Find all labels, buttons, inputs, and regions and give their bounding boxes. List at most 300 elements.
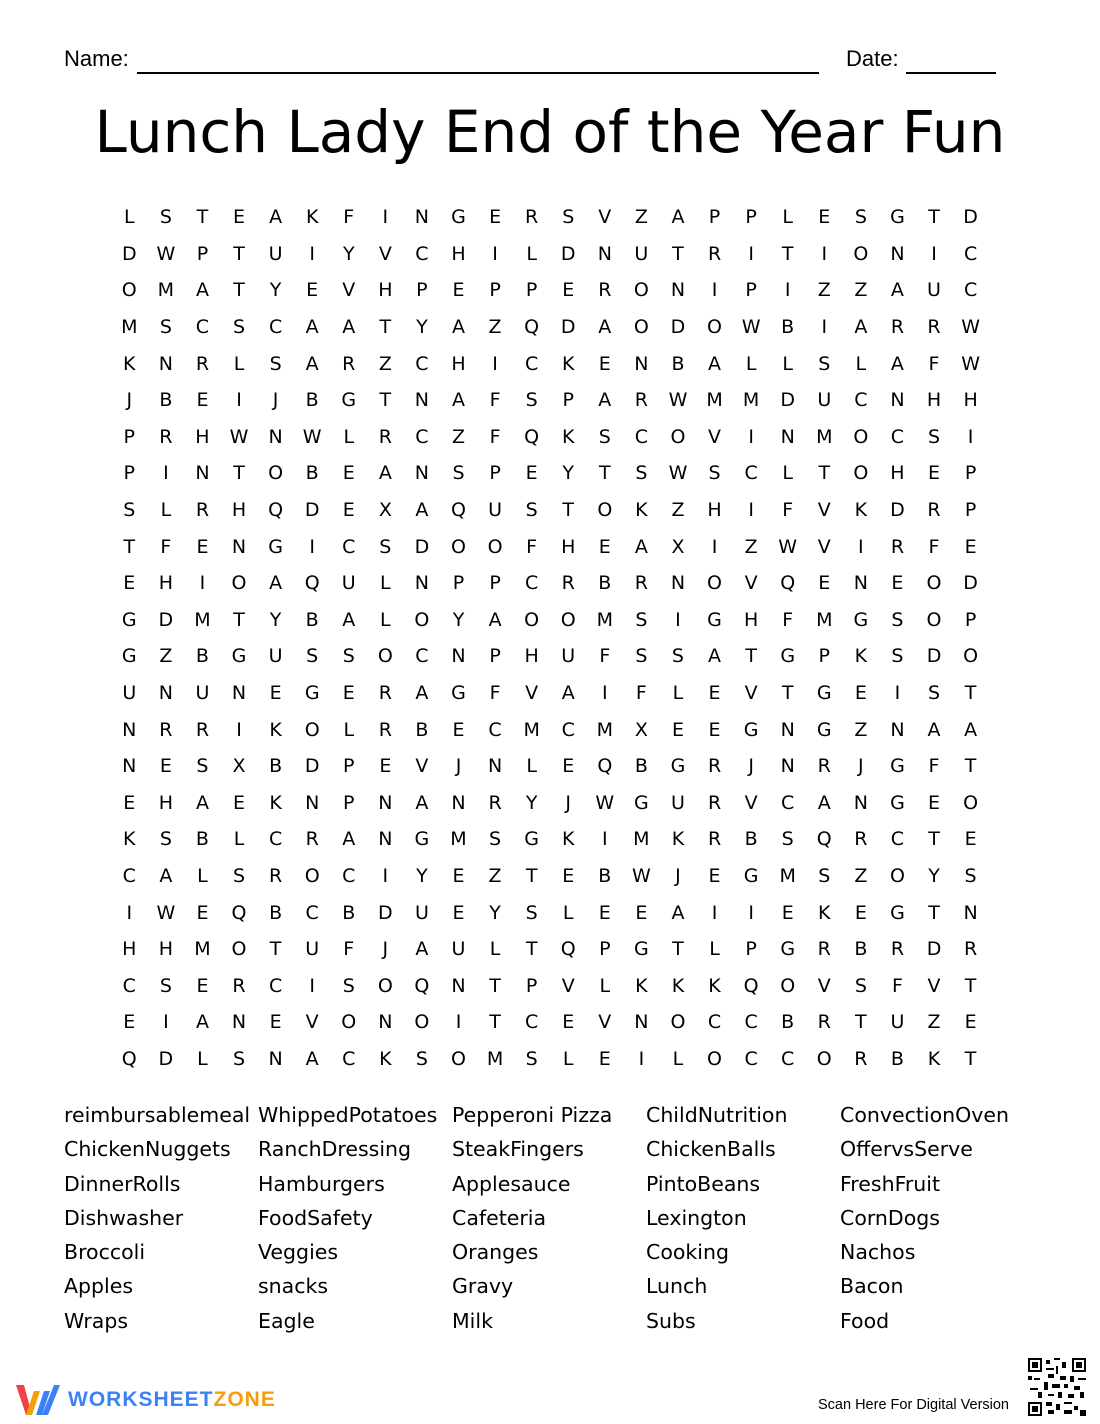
grid-letter[interactable]: K xyxy=(635,974,648,997)
grid-letter[interactable]: K xyxy=(561,352,575,375)
grid-letter[interactable]: Y xyxy=(452,608,465,631)
grid-letter[interactable]: R xyxy=(525,206,539,229)
grid-letter[interactable]: R xyxy=(927,499,941,522)
grid-letter[interactable]: I xyxy=(236,718,242,741)
grid-letter[interactable]: J xyxy=(858,755,864,778)
date-blank-line[interactable] xyxy=(906,72,996,74)
grid-letter[interactable]: A xyxy=(854,316,868,339)
grid-letter[interactable]: R xyxy=(561,572,575,595)
grid-letter[interactable]: K xyxy=(123,828,136,851)
grid-letter[interactable]: I xyxy=(455,1011,462,1034)
grid-letter[interactable]: N xyxy=(487,755,503,778)
grid-letter[interactable]: O xyxy=(451,1047,466,1070)
grid-letter[interactable]: C xyxy=(890,425,905,448)
grid-letter[interactable]: H xyxy=(890,462,905,485)
grid-letter[interactable]: N xyxy=(890,718,905,741)
grid-letter[interactable]: M xyxy=(194,938,211,961)
grid-letter[interactable]: B xyxy=(159,389,173,412)
grid-letter[interactable]: K xyxy=(123,352,136,375)
grid-letter[interactable]: C xyxy=(854,389,868,412)
grid-letter[interactable]: G xyxy=(451,206,466,229)
grid-letter[interactable]: V xyxy=(817,535,831,558)
grid-letter[interactable]: F xyxy=(891,974,903,997)
grid-letter[interactable]: A xyxy=(708,645,722,668)
grid-letter[interactable]: U xyxy=(195,682,210,705)
grid-letter[interactable]: V xyxy=(598,206,612,229)
grid-letter[interactable]: G xyxy=(121,645,137,668)
grid-letter[interactable]: Q xyxy=(780,572,796,595)
grid-letter[interactable]: E xyxy=(379,755,392,778)
grid-letter[interactable]: Q xyxy=(524,425,540,448)
grid-letter[interactable]: O xyxy=(414,1011,430,1034)
grid-letter[interactable]: A xyxy=(415,682,429,705)
grid-letter[interactable]: M xyxy=(523,718,540,741)
grid-letter[interactable]: B xyxy=(269,901,283,924)
grid-letter[interactable]: H xyxy=(451,242,466,265)
grid-letter[interactable]: G xyxy=(816,682,832,705)
grid-letter[interactable]: M xyxy=(596,718,613,741)
grid-letter[interactable]: N xyxy=(780,755,795,778)
grid-letter[interactable]: O xyxy=(268,462,284,485)
grid-letter[interactable]: T xyxy=(781,682,794,705)
grid-letter[interactable]: G xyxy=(304,682,320,705)
grid-letter[interactable]: O xyxy=(231,572,247,595)
grid-letter[interactable]: W xyxy=(156,901,176,924)
grid-letter[interactable]: N xyxy=(268,1047,283,1070)
grid-letter[interactable]: G xyxy=(890,901,905,924)
grid-letter[interactable]: W xyxy=(302,425,322,448)
grid-letter[interactable]: P xyxy=(196,242,209,265)
grid-letter[interactable]: Z xyxy=(854,718,868,741)
grid-letter[interactable]: P xyxy=(123,425,136,448)
grid-letter[interactable]: G xyxy=(890,206,905,229)
grid-letter[interactable]: F xyxy=(928,755,940,778)
grid-letter[interactable]: E xyxy=(562,755,575,778)
grid-letter[interactable]: O xyxy=(560,608,576,631)
grid-letter[interactable]: E xyxy=(964,535,977,558)
grid-letter[interactable]: E xyxy=(671,718,684,741)
grid-letter[interactable]: N xyxy=(158,682,173,705)
grid-letter[interactable]: K xyxy=(818,901,831,924)
grid-letter[interactable]: L xyxy=(343,718,355,741)
grid-letter[interactable]: E xyxy=(452,279,465,302)
grid-letter[interactable]: J xyxy=(382,938,389,961)
grid-letter[interactable]: S xyxy=(232,864,246,887)
grid-letter[interactable]: A xyxy=(671,901,685,924)
grid-letter[interactable]: T xyxy=(855,1011,867,1034)
grid-letter[interactable]: E xyxy=(708,864,721,887)
grid-letter[interactable]: L xyxy=(526,242,537,265)
grid-letter[interactable]: Q xyxy=(816,828,832,851)
grid-letter[interactable]: I xyxy=(382,206,389,229)
grid-letter[interactable]: S xyxy=(379,535,392,558)
grid-letter[interactable]: N xyxy=(231,535,247,558)
grid-letter[interactable]: G xyxy=(816,718,832,741)
grid-letter[interactable]: Z xyxy=(451,425,465,448)
grid-letter[interactable]: D xyxy=(926,645,942,668)
grid-letter[interactable]: O xyxy=(377,974,393,997)
grid-letter[interactable]: S xyxy=(269,352,282,375)
grid-letter[interactable]: S xyxy=(671,645,684,668)
grid-letter[interactable]: C xyxy=(744,1011,758,1034)
grid-letter[interactable]: R xyxy=(195,718,210,741)
grid-letter[interactable]: V xyxy=(342,279,356,302)
grid-letter[interactable]: M xyxy=(633,828,650,851)
grid-letter[interactable]: H xyxy=(231,499,247,522)
grid-letter[interactable]: H xyxy=(524,645,539,668)
grid-letter[interactable]: C xyxy=(781,1047,795,1070)
grid-letter[interactable]: P xyxy=(745,206,757,229)
grid-letter[interactable]: C xyxy=(415,242,429,265)
grid-letter[interactable]: C xyxy=(342,864,356,887)
grid-letter[interactable]: J xyxy=(455,755,462,778)
grid-letter[interactable]: Y xyxy=(269,608,282,631)
grid-letter[interactable]: A xyxy=(634,535,648,558)
grid-letter[interactable]: S xyxy=(232,1047,246,1070)
grid-letter[interactable]: X xyxy=(671,535,685,558)
grid-letter[interactable]: T xyxy=(269,938,282,961)
grid-letter[interactable]: V xyxy=(744,791,758,814)
grid-letter[interactable]: C xyxy=(305,901,319,924)
grid-letter[interactable]: G xyxy=(670,755,686,778)
grid-letter[interactable]: Y xyxy=(416,864,428,887)
grid-letter[interactable]: P xyxy=(964,462,977,485)
grid-letter[interactable]: Y xyxy=(928,864,940,887)
grid-letter[interactable]: R xyxy=(817,755,831,778)
grid-letter[interactable]: F xyxy=(599,645,611,668)
grid-letter[interactable]: D xyxy=(304,755,320,778)
grid-letter[interactable]: G xyxy=(268,535,283,558)
grid-letter[interactable]: I xyxy=(602,682,608,705)
grid-letter[interactable]: R xyxy=(890,316,905,339)
grid-letter[interactable]: A xyxy=(342,608,356,631)
grid-letter[interactable]: M xyxy=(779,864,796,887)
grid-letter[interactable]: I xyxy=(309,974,315,997)
grid-letter[interactable]: B xyxy=(781,1011,795,1034)
grid-letter[interactable]: L xyxy=(745,352,757,375)
grid-letter[interactable]: T xyxy=(599,462,611,485)
grid-letter[interactable]: O xyxy=(670,425,686,448)
grid-letter[interactable]: O xyxy=(853,425,869,448)
grid-letter[interactable]: B xyxy=(890,1047,904,1070)
grid-letter[interactable]: O xyxy=(853,462,869,485)
grid-letter[interactable]: U xyxy=(488,499,503,522)
grid-letter[interactable]: S xyxy=(232,316,246,339)
grid-letter[interactable]: U xyxy=(122,682,137,705)
grid-letter[interactable]: Y xyxy=(525,791,538,814)
grid-letter[interactable]: C xyxy=(268,316,283,339)
grid-letter[interactable]: Q xyxy=(451,499,466,522)
grid-letter[interactable]: C xyxy=(963,279,978,302)
grid-letter[interactable]: C xyxy=(525,1011,539,1034)
grid-letter[interactable]: O xyxy=(633,316,649,339)
grid-letter[interactable]: A xyxy=(305,316,319,339)
grid-letter[interactable]: P xyxy=(343,791,355,814)
grid-letter[interactable]: R xyxy=(707,755,722,778)
grid-letter[interactable]: S xyxy=(891,645,904,668)
grid-letter[interactable]: N xyxy=(670,279,686,302)
grid-letter[interactable]: X xyxy=(378,499,392,522)
grid-letter[interactable]: O xyxy=(304,864,320,887)
grid-letter[interactable]: E xyxy=(928,791,941,814)
grid-letter[interactable]: U xyxy=(414,901,429,924)
grid-letter[interactable]: G xyxy=(634,791,649,814)
grid-letter[interactable]: C xyxy=(963,242,978,265)
grid-letter[interactable]: A xyxy=(269,206,283,229)
grid-letter[interactable]: G xyxy=(780,938,796,961)
grid-letter[interactable]: N xyxy=(634,352,649,375)
grid-letter[interactable]: F xyxy=(635,682,647,705)
grid-letter[interactable]: N xyxy=(414,462,430,485)
grid-letter[interactable]: F xyxy=(526,535,538,558)
grid-letter[interactable]: B xyxy=(305,389,319,412)
grid-letter[interactable]: O xyxy=(963,791,979,814)
grid-letter[interactable]: R xyxy=(890,938,905,961)
grid-letter[interactable]: G xyxy=(853,608,869,631)
grid-letter[interactable]: T xyxy=(928,901,940,924)
grid-letter[interactable]: A xyxy=(817,791,831,814)
grid-letter[interactable]: N xyxy=(853,572,868,595)
grid-letter[interactable]: V xyxy=(305,1011,319,1034)
grid-letter[interactable]: N xyxy=(853,791,868,814)
grid-letter[interactable]: D xyxy=(158,1047,174,1070)
grid-letter[interactable]: O xyxy=(231,938,247,961)
grid-letter[interactable]: N xyxy=(378,1011,393,1034)
grid-letter[interactable]: Q xyxy=(560,938,576,961)
grid-letter[interactable]: R xyxy=(634,389,648,412)
grid-letter[interactable]: O xyxy=(707,1047,723,1070)
grid-letter[interactable]: K xyxy=(561,828,575,851)
grid-letter[interactable]: C xyxy=(525,352,539,375)
grid-letter[interactable]: R xyxy=(232,974,246,997)
grid-letter[interactable]: A xyxy=(671,206,685,229)
grid-letter[interactable]: T xyxy=(562,499,575,522)
grid-letter[interactable]: O xyxy=(597,499,613,522)
grid-letter[interactable]: P xyxy=(964,608,977,631)
grid-letter[interactable]: R xyxy=(378,425,392,448)
grid-letter[interactable]: B xyxy=(305,462,319,485)
grid-letter[interactable]: C xyxy=(268,974,283,997)
grid-letter[interactable]: B xyxy=(598,864,612,887)
grid-letter[interactable]: E xyxy=(489,206,502,229)
grid-letter[interactable]: E xyxy=(562,864,575,887)
grid-letter[interactable]: G xyxy=(341,389,357,412)
grid-letter[interactable]: I xyxy=(748,901,754,924)
grid-letter[interactable]: V xyxy=(561,974,575,997)
grid-letter[interactable]: A xyxy=(598,389,612,412)
grid-letter[interactable]: A xyxy=(415,938,429,961)
grid-letter[interactable]: M xyxy=(450,828,467,851)
grid-letter[interactable]: S xyxy=(525,1047,538,1070)
grid-letter[interactable]: F xyxy=(343,206,355,229)
grid-letter[interactable]: I xyxy=(126,901,133,924)
grid-letter[interactable]: W xyxy=(741,316,761,339)
grid-letter[interactable]: G xyxy=(634,938,649,961)
grid-letter[interactable]: R xyxy=(598,279,612,302)
grid-letter[interactable]: H xyxy=(451,352,466,375)
grid-letter[interactable]: S xyxy=(635,645,648,668)
grid-letter[interactable]: J xyxy=(565,791,572,814)
grid-letter[interactable]: L xyxy=(672,1047,684,1070)
grid-letter[interactable]: Z xyxy=(488,316,502,339)
grid-letter[interactable]: E xyxy=(196,974,209,997)
grid-letter[interactable]: C xyxy=(744,462,758,485)
grid-letter[interactable]: D xyxy=(158,608,174,631)
grid-letter[interactable]: T xyxy=(196,206,209,229)
grid-letter[interactable]: I xyxy=(711,535,718,558)
grid-letter[interactable]: I xyxy=(492,352,498,375)
grid-letter[interactable]: E xyxy=(598,901,611,924)
grid-letter[interactable]: M xyxy=(816,608,833,631)
grid-letter[interactable]: E xyxy=(269,682,282,705)
grid-letter[interactable]: M xyxy=(486,1047,504,1070)
grid-letter[interactable]: P xyxy=(708,206,721,229)
grid-letter[interactable]: D xyxy=(890,499,905,522)
grid-letter[interactable]: I xyxy=(309,535,315,558)
grid-letter[interactable]: M xyxy=(596,608,613,631)
grid-letter[interactable]: O xyxy=(341,1011,357,1034)
grid-letter[interactable]: S xyxy=(159,206,172,229)
grid-letter[interactable]: N xyxy=(378,791,393,814)
grid-letter[interactable]: N xyxy=(963,901,978,924)
name-blank-line[interactable] xyxy=(137,72,819,74)
grid-letter[interactable]: K xyxy=(927,1047,941,1070)
grid-letter[interactable]: R xyxy=(817,1011,831,1034)
grid-letter[interactable]: I xyxy=(675,608,681,631)
grid-letter[interactable]: E xyxy=(452,718,465,741)
grid-letter[interactable]: E xyxy=(598,1047,611,1070)
grid-letter[interactable]: H xyxy=(561,535,576,558)
grid-letter[interactable]: U xyxy=(890,1011,905,1034)
grid-letter[interactable]: O xyxy=(670,1011,686,1034)
grid-letter[interactable]: A xyxy=(598,316,612,339)
grid-letter[interactable]: B xyxy=(269,755,283,778)
grid-letter[interactable]: W xyxy=(668,389,688,412)
grid-letter[interactable]: N xyxy=(890,242,905,265)
grid-letter[interactable]: F xyxy=(489,682,501,705)
grid-letter[interactable]: T xyxy=(489,974,501,997)
grid-letter[interactable]: V xyxy=(927,974,941,997)
grid-letter[interactable]: F xyxy=(928,535,940,558)
grid-letter[interactable]: E xyxy=(562,1011,575,1034)
grid-letter[interactable]: H xyxy=(195,425,210,448)
grid-letter[interactable]: A xyxy=(890,352,904,375)
grid-letter[interactable]: R xyxy=(707,828,722,851)
grid-letter[interactable]: S xyxy=(525,499,538,522)
qr-code-icon[interactable] xyxy=(1028,1358,1086,1416)
grid-letter[interactable]: D xyxy=(780,389,796,412)
grid-letter[interactable]: B xyxy=(781,316,795,339)
grid-letter[interactable]: I xyxy=(748,425,754,448)
grid-letter[interactable]: P xyxy=(745,279,757,302)
grid-letter[interactable]: N xyxy=(122,718,137,741)
grid-letter[interactable]: R xyxy=(707,791,722,814)
grid-letter[interactable]: P xyxy=(452,572,465,595)
grid-letter[interactable]: N xyxy=(195,462,210,485)
grid-letter[interactable]: T xyxy=(745,645,757,668)
grid-letter[interactable]: P xyxy=(343,755,355,778)
grid-letter[interactable]: E xyxy=(964,1011,977,1034)
grid-letter[interactable]: G xyxy=(743,864,759,887)
grid-letter[interactable]: K xyxy=(269,791,282,814)
grid-letter[interactable]: T xyxy=(928,828,940,851)
grid-letter[interactable]: T xyxy=(379,389,392,412)
grid-letter[interactable]: B xyxy=(671,352,685,375)
grid-letter[interactable]: Z xyxy=(634,206,648,229)
grid-letter[interactable]: Q xyxy=(743,974,759,997)
grid-letter[interactable]: N xyxy=(122,755,137,778)
grid-letter[interactable]: V xyxy=(817,499,831,522)
grid-letter[interactable]: T xyxy=(233,279,245,302)
grid-letter[interactable]: R xyxy=(854,1047,868,1070)
grid-letter[interactable]: S xyxy=(489,828,502,851)
grid-letter[interactable]: R xyxy=(707,242,722,265)
grid-letter[interactable]: E xyxy=(818,572,831,595)
grid-letter[interactable]: W xyxy=(668,462,688,485)
grid-letter[interactable]: I xyxy=(199,572,206,595)
grid-letter[interactable]: T xyxy=(233,242,245,265)
grid-letter[interactable]: L xyxy=(855,352,867,375)
grid-letter[interactable]: J xyxy=(748,755,754,778)
grid-letter[interactable]: S xyxy=(196,755,209,778)
grid-letter[interactable]: V xyxy=(525,682,539,705)
grid-letter[interactable]: P xyxy=(562,389,574,412)
grid-letter[interactable]: E xyxy=(964,828,977,851)
grid-letter[interactable]: A xyxy=(415,791,429,814)
grid-letter[interactable]: S xyxy=(525,389,538,412)
grid-letter[interactable]: Z xyxy=(817,279,831,302)
grid-letter[interactable]: S xyxy=(635,462,648,485)
grid-letter[interactable]: D xyxy=(560,242,576,265)
grid-letter[interactable]: R xyxy=(963,938,978,961)
grid-letter[interactable]: L xyxy=(233,352,245,375)
grid-letter[interactable]: Z xyxy=(744,535,758,558)
grid-letter[interactable]: I xyxy=(309,242,315,265)
grid-letter[interactable]: N xyxy=(414,206,430,229)
grid-letter[interactable]: M xyxy=(121,316,138,339)
grid-letter[interactable]: T xyxy=(525,938,538,961)
grid-letter[interactable]: D xyxy=(304,499,320,522)
grid-letter[interactable]: K xyxy=(671,974,685,997)
grid-letter[interactable]: G xyxy=(890,791,905,814)
grid-letter[interactable]: U xyxy=(671,791,685,814)
grid-letter[interactable]: C xyxy=(415,645,429,668)
grid-letter[interactable]: T xyxy=(928,206,940,229)
grid-letter[interactable]: G xyxy=(743,718,759,741)
grid-letter[interactable]: E xyxy=(342,682,355,705)
grid-letter[interactable]: R xyxy=(488,791,502,814)
grid-letter[interactable]: D xyxy=(121,242,137,265)
grid-letter[interactable]: E xyxy=(562,279,575,302)
grid-letter[interactable]: A xyxy=(195,1011,209,1034)
grid-letter[interactable]: Z xyxy=(854,864,868,887)
grid-letter[interactable]: O xyxy=(853,242,869,265)
grid-letter[interactable]: G xyxy=(707,608,722,631)
grid-letter[interactable]: K xyxy=(305,206,319,229)
grid-letter[interactable]: T xyxy=(964,974,977,997)
grid-letter[interactable]: E xyxy=(525,462,538,485)
grid-letter[interactable]: U xyxy=(305,938,320,961)
grid-letter[interactable]: E xyxy=(781,901,794,924)
grid-letter[interactable]: T xyxy=(964,1047,977,1070)
grid-letter[interactable]: K xyxy=(854,645,868,668)
grid-letter[interactable]: B xyxy=(598,572,612,595)
grid-letter[interactable]: I xyxy=(931,242,937,265)
grid-letter[interactable]: S xyxy=(891,608,904,631)
grid-letter[interactable]: S xyxy=(342,645,355,668)
grid-letter[interactable]: L xyxy=(672,682,684,705)
grid-letter[interactable]: O xyxy=(487,535,503,558)
